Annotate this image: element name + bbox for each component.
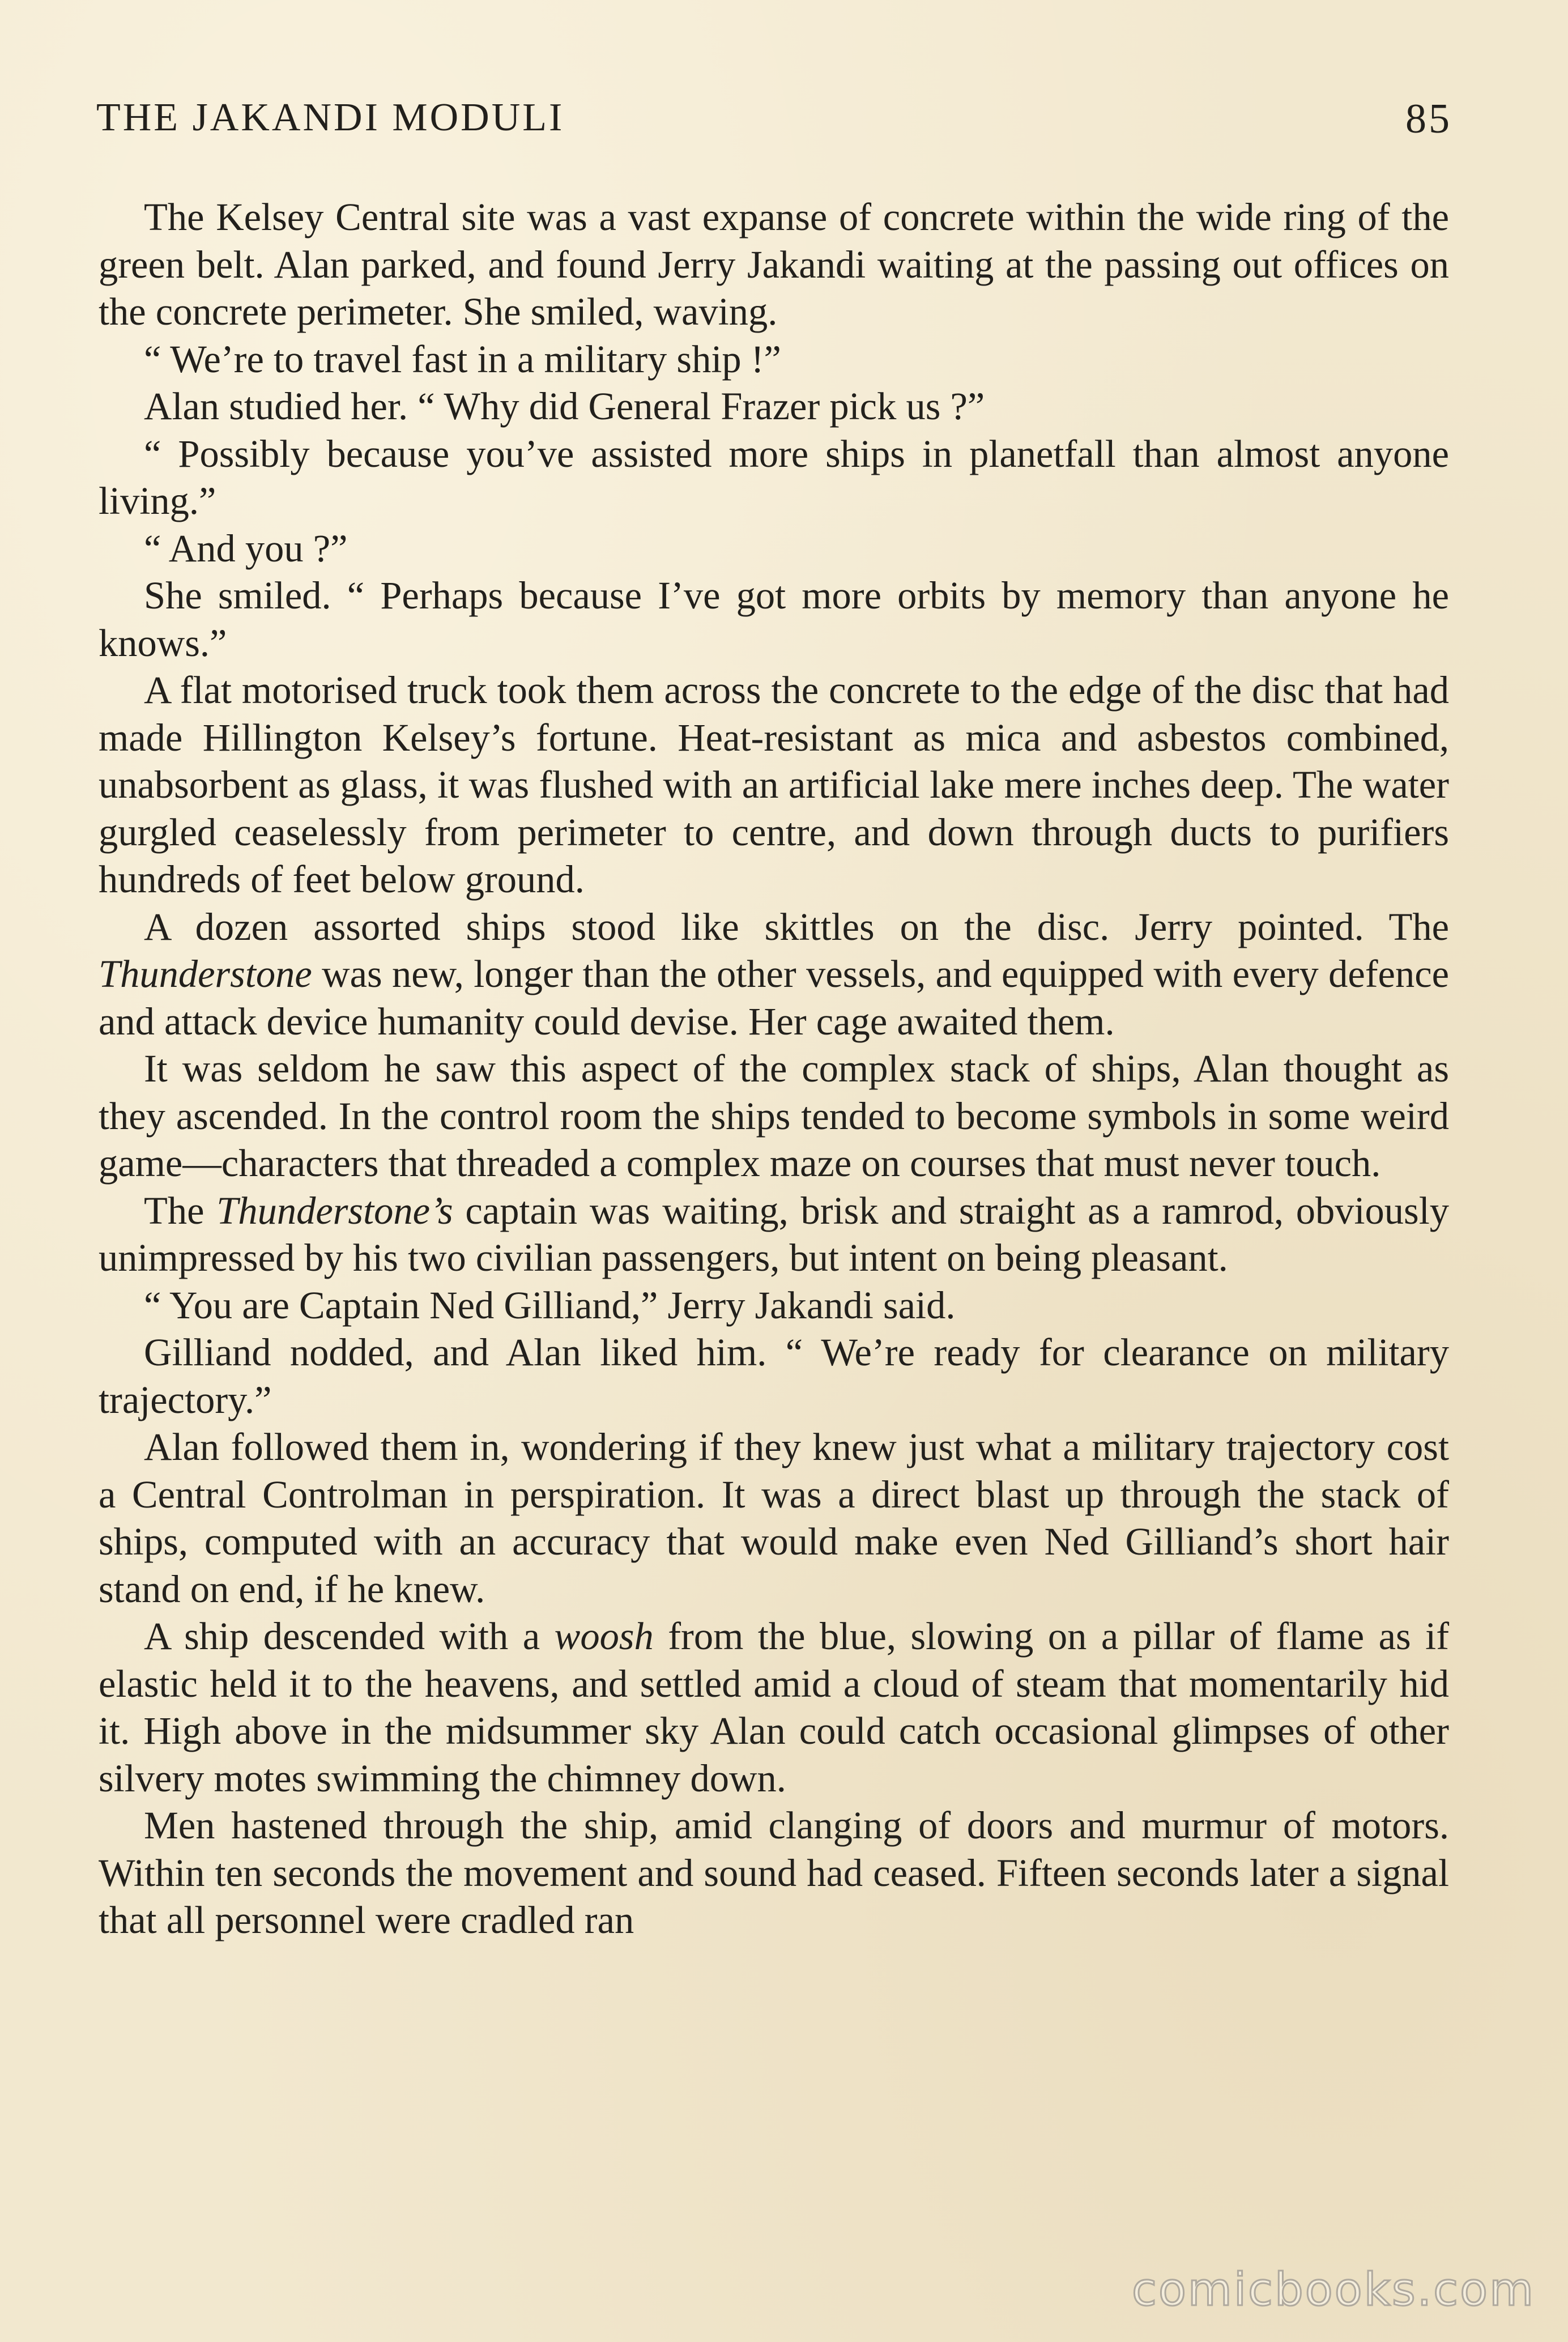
paragraph: “ We’re to travel fast in a military ship !” <box>144 337 781 381</box>
page-header <box>96 95 1452 157</box>
paragraph: “ Possibly because you’ve assisted more ships in planetfall than almost anyone living.” <box>99 432 1449 522</box>
paragraph: Alan followed them in, wondering if they knew just what a military trajectory cost a Central Controlman in perspiration. It was a direct blast up through the stack of ships, computed with an accuracy that would make even Ned Gilliand’s short hair stand on end, if he knew. <box>99 1425 1449 1611</box>
ship-name: Thunderstone <box>99 952 312 995</box>
ship-name: Thunderstone’s <box>216 1189 453 1232</box>
paragraph: It was seldom he saw this aspect of the complex stack of ships, Alan thought as they ascended. In the control room the ships tended to become symbols in some weird game—characters that threaded a complex maze on courses that must never touch. <box>99 1047 1449 1185</box>
paragraph: Men hastened through the ship, amid clanging of doors and murmur of motors. Within ten seconds the movement and sound had ceased. Fifteen seconds later a signal that all personnel were cradled ran <box>99 1804 1449 1941</box>
paragraph: She smiled. “ Perhaps because I’ve got more orbits by memory than anyone he knows.” <box>99 574 1449 665</box>
paragraph-text: from the blue, slowing on a pillar of flame as if elastic held it to the heavens, and settled amid a cloud of steam that momentarily hid it. High above in the midsummer sky Alan could catch occasional glimpses of other silvery motes swimming the chimney down. <box>99 1615 1450 1800</box>
paragraph <box>99 904 1449 1046</box>
paragraph-text: captain was waiting, brisk and straight as a ramrod, obviously unimpressed by his two civilian passengers, but intent on being pleasant. <box>99 1189 1449 1279</box>
paragraph: “ And you ?” <box>144 526 348 570</box>
woosh-word: woosh <box>554 1615 654 1658</box>
paragraph <box>99 1187 1449 1282</box>
watermark: comicbooks.com <box>1131 2263 1535 2316</box>
paragraph: Alan studied her. “ Why did General Frazer pick us ?” <box>144 385 985 428</box>
paragraph-text: The <box>1388 905 1450 948</box>
paragraph <box>99 1613 1449 1802</box>
paragraph: “ You are Captain Ned Gilliand,” Jerry Jakandi said. <box>144 1283 956 1327</box>
paragraph: Gilliand nodded, and Alan liked him. “ We’re ready for clearance on military trajectory.” <box>99 1331 1449 1421</box>
paragraph: The Kelsey Central site was a vast expanse of concrete within the wide ring of the green belt. Alan parked, and found Jerry Jakandi waiting at the passing out offices on the concrete perimeter. She smiled, waving. <box>99 195 1449 333</box>
paragraph-text: was new, longer than the other vessels, and equipped with every defence and attack device humanity could devise. Her cage awaited them. <box>99 952 1450 1043</box>
running-title: THE JAKANDI MODULI <box>96 96 565 139</box>
paragraph: A flat motorised truck took them across the concrete to the edge of the disc that had made Hillington Kelsey’s fortune. Heat-resistant as mica and asbestos combined, unabsorbent as glass, it was flushed with an artificial lake mere inches deep. The water gurgled ceaselessly from perimeter to centre, and down through ducts to purifiers hundreds of feet below ground. <box>99 668 1449 901</box>
paragraph-text: A dozen assorted ships stood like skittles on the disc. Jerry pointed. <box>144 905 1364 948</box>
paragraph-text: A ship descended with a <box>144 1615 540 1658</box>
page-number: 85 <box>1405 96 1452 142</box>
paragraph-text: The <box>144 1189 204 1232</box>
body-text <box>99 194 1449 1944</box>
